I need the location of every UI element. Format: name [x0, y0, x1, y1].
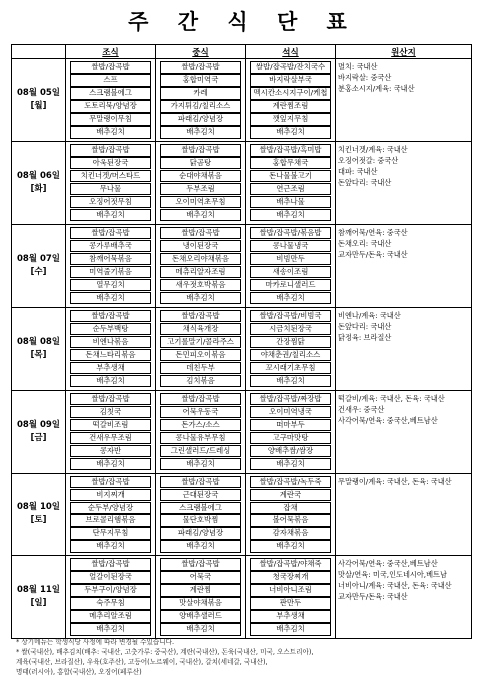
menu-item: 고구마맛탕 — [250, 432, 331, 445]
menu-item: 꼬시래기초무침 — [250, 362, 331, 375]
menu-item: 배추김치 — [70, 209, 151, 222]
menu-item: 건새우무조림 — [70, 432, 151, 445]
menu-item: 배추김치 — [160, 209, 241, 222]
day-date: 08월 09일 — [16, 419, 61, 430]
day-row — [12, 224, 472, 307]
menu-item: 파래김/양념장 — [160, 113, 241, 126]
lunch-cell — [156, 224, 246, 307]
menu-item: 쌀밥/잡곡밥 — [160, 476, 241, 489]
menu-item: 너비아니조림 — [250, 584, 331, 597]
menu-item: 배추김치 — [250, 375, 331, 388]
day-cell — [12, 556, 66, 639]
menu-item: 돈채오리야채볶음 — [160, 253, 241, 266]
menu-item: 배추김치 — [70, 623, 151, 636]
menu-item: 냉이된장국 — [160, 240, 241, 253]
menu-item: 닭곰탕 — [160, 157, 241, 170]
menu-item: 메추리알조림 — [70, 610, 151, 623]
menu-item: 고기롤말기/콜라주스 — [160, 336, 241, 349]
dinner-cell — [246, 556, 336, 639]
day-weekday: [금] — [30, 432, 47, 443]
lunch-cell — [156, 59, 246, 142]
day-weekday: [토] — [30, 515, 47, 526]
menu-item: 김치볶음 — [160, 375, 241, 388]
menu-item: 돈가스/소스 — [160, 419, 241, 432]
origin-line: 닭정육: 브라질산 — [338, 332, 392, 342]
weekly-menu-table — [11, 44, 472, 639]
origin-line: 교자만두/돈육: 국내산 — [338, 592, 408, 602]
day-date: 08월 05일 — [16, 87, 61, 98]
menu-item: 쌀밥/잡곡밥/짜장밥 — [250, 393, 331, 406]
menu-item: 맛살야채볶음 — [160, 597, 241, 610]
menu-item: 청국장찌개 — [250, 571, 331, 584]
menu-item: 홍합무채국 — [250, 157, 331, 170]
breakfast-cell — [66, 141, 156, 224]
breakfast-cell — [66, 59, 156, 142]
origin-line: 사각어묵/연육: 중국산,베트남산 — [338, 415, 438, 425]
breakfast-cell — [66, 556, 156, 639]
menu-item: 얼갈이된장국 — [70, 571, 151, 584]
menu-item: 쌀밥/잡곡밥/비빔국 — [250, 310, 331, 323]
day-date: 08월 08일 — [16, 336, 61, 347]
dinner-cell — [246, 307, 336, 390]
lunch-cell — [156, 141, 246, 224]
menu-item: 새송이조림 — [250, 266, 331, 279]
menu-item: 메츄리알자조림 — [160, 266, 241, 279]
menu-item: 돈나물불고기 — [250, 170, 331, 183]
day-date: 08월 10일 — [16, 502, 61, 513]
menu-item: 배추김치 — [70, 540, 151, 553]
day-date: 08월 06일 — [16, 170, 61, 181]
origin-cell — [336, 224, 472, 307]
dinner-cell — [246, 224, 336, 307]
day-weekday: [일] — [30, 598, 47, 609]
origin-line: 무말랭이/계육: 국내산, 돈육: 국내산 — [338, 476, 452, 486]
menu-item: 콩가루배추국 — [70, 240, 151, 253]
menu-item: 쌀밥/잡곡밥 — [70, 310, 151, 323]
menu-item: 두부구이/양념장 — [70, 584, 151, 597]
origin-line: 건새우: 중국산 — [338, 404, 385, 414]
menu-item: 순두부/양념장 — [70, 502, 151, 515]
origin-cell — [336, 307, 472, 390]
header-day — [12, 45, 66, 59]
menu-item: 양배추쌈/쌈장 — [250, 445, 331, 458]
menu-item: 쌀밥/잡곡밥/야채죽 — [250, 558, 331, 571]
menu-item: 배추김치 — [160, 458, 241, 471]
menu-item: 배추김치 — [250, 458, 331, 471]
menu-item: 순두부백탕 — [70, 323, 151, 336]
origin-line: 오징어젓갈: 중국산 — [338, 155, 399, 165]
menu-item: 배추김치 — [70, 126, 151, 139]
menu-item: 쌀밥/잡곡밥 — [70, 227, 151, 240]
menu-item: 배추김치 — [160, 292, 241, 305]
menu-item: 카레 — [160, 87, 241, 100]
day-row — [12, 59, 472, 142]
menu-item: 파래김/양념장 — [160, 527, 241, 540]
menu-item: 아욱된장국 — [70, 157, 151, 170]
lunch-cell — [156, 307, 246, 390]
menu-item: 판만두 — [250, 597, 331, 610]
menu-item: 멕시칸소시지구이/케첩 — [250, 87, 331, 100]
day-cell — [12, 307, 66, 390]
origin-line: 대파: 국내산 — [338, 166, 378, 176]
day-cell — [12, 473, 66, 556]
origin-line: 교자만두/돈육: 국내산 — [338, 249, 408, 259]
header-dinner: 석식 — [246, 45, 336, 59]
day-date: 08월 07일 — [16, 253, 61, 264]
origin-line: 떡갈비/계육: 국내산, 돈육: 국내산 — [338, 393, 445, 403]
menu-item: 비빔만두 — [250, 253, 331, 266]
menu-item: 단무지무침 — [70, 527, 151, 540]
menu-item: 돈채느타리볶음 — [70, 349, 151, 362]
footnote-line: * 쌀(국내산), 배추김치(배추: 국내산, 고춧가루: 중국산), 계란(국내산), 돈육(국내산, 미국, 오스트리아), — [16, 648, 314, 656]
origin-line: 돈앞다리: 국내산 — [338, 321, 392, 331]
origin-line: 치킨너겟/계육: 국내산 — [338, 144, 408, 154]
menu-item: 참깨어묵볶음 — [70, 253, 151, 266]
menu-item: 돈민피오이볶음 — [160, 349, 241, 362]
footnote — [16, 637, 476, 677]
menu-item: 배추김치 — [70, 292, 151, 305]
menu-item: 쌀밥/잡곡밥/볶음밥 — [250, 227, 331, 240]
day-row — [12, 473, 472, 556]
breakfast-cell — [66, 390, 156, 473]
menu-item: 배추김치 — [160, 623, 241, 636]
menu-item: 스크램블에그 — [160, 502, 241, 515]
menu-item: 콩나물냉국 — [250, 240, 331, 253]
footnote-line: 계육(국내산, 브라질산), 우육(호주산), 고등어(노르웨이, 국내산), 갈치(세네갈, 국내산), — [16, 658, 268, 666]
origin-line: 맛살/연육: 미국,인도네시아,베트남 — [338, 570, 447, 580]
menu-item: 어묵우동국 — [160, 406, 241, 419]
menu-item: 쌀밥/잡곡밥 — [70, 144, 151, 157]
dinner-cell — [246, 59, 336, 142]
menu-item: 배추김치 — [250, 623, 331, 636]
day-row — [12, 390, 472, 473]
menu-item: 도토리묵/양념장 — [70, 100, 151, 113]
origin-cell — [336, 390, 472, 473]
day-row — [12, 141, 472, 224]
lunch-cell — [156, 473, 246, 556]
menu-item: 부추생채 — [70, 362, 151, 375]
menu-item: 비엔나볶음 — [70, 336, 151, 349]
menu-item: 어묵국 — [160, 571, 241, 584]
menu-item: 잡채 — [250, 502, 331, 515]
menu-item: 배추김치 — [250, 126, 331, 139]
header-row — [12, 45, 472, 59]
menu-item: 배추김치 — [160, 126, 241, 139]
day-weekday: [월] — [30, 100, 47, 111]
menu-item: 그린샐러드/드레싱 — [160, 445, 241, 458]
dinner-cell — [246, 390, 336, 473]
day-cell — [12, 390, 66, 473]
footnote-line: * 상기메뉴는 학생식당 사정에 따라 변경될 수있습니다. — [16, 638, 175, 646]
menu-item: 배추김치 — [70, 375, 151, 388]
menu-item: 쌀밥/잡곡밥 — [160, 558, 241, 571]
menu-item: 두부조림 — [160, 183, 241, 196]
origin-line: 바지락살: 중국산 — [338, 73, 392, 82]
origin-cell — [336, 59, 472, 142]
menu-item: 떠마부두 — [250, 419, 331, 432]
menu-item: 무말랭이무침 — [70, 113, 151, 126]
menu-item: 새우젓호박볶음 — [160, 279, 241, 292]
menu-item: 배추김치 — [250, 292, 331, 305]
menu-item: 브로콜리햄볶음 — [70, 514, 151, 527]
menu-item: 쌀밥/잡곡밥 — [70, 61, 151, 74]
menu-item: 미역줄기볶음 — [70, 266, 151, 279]
breakfast-cell — [66, 224, 156, 307]
menu-item: 바지락살부국 — [250, 74, 331, 87]
menu-item: 마카로니샐러드 — [250, 279, 331, 292]
menu-item: 쌀밥/잡곡밥 — [160, 61, 241, 74]
menu-item: 연근조림 — [250, 183, 331, 196]
day-row — [12, 556, 472, 639]
dinner-cell — [246, 141, 336, 224]
menu-item: 쌀밥/잡곡밥/잔치국수 — [250, 61, 331, 74]
day-row — [12, 307, 472, 390]
origin-cell — [336, 473, 472, 556]
menu-item: 콩나물유부무침 — [160, 432, 241, 445]
page-title: 주 간 식 단 표 — [128, 10, 358, 34]
menu-item: 떡갈비조림 — [70, 419, 151, 432]
menu-item: 김칫국 — [70, 406, 151, 419]
menu-item: 채식육개장 — [160, 323, 241, 336]
menu-item: 오이미역초무침 — [160, 196, 241, 209]
menu-item: 계란국 — [250, 489, 331, 502]
menu-item: 오징어젓무침 — [70, 196, 151, 209]
header-breakfast: 조식 — [66, 45, 156, 59]
day-date: 08월 11일 — [16, 585, 61, 596]
menu-item: 근대된장국 — [160, 489, 241, 502]
menu-item: 쌀밥/잡곡밥 — [160, 393, 241, 406]
menu-item: 순대야채볶음 — [160, 170, 241, 183]
origin-cell — [336, 556, 472, 639]
menu-item: 물단호박찜 — [160, 514, 241, 527]
menu-item: 깻잎지무침 — [250, 113, 331, 126]
day-weekday: [화] — [30, 183, 47, 194]
menu-item: 스크램블에그 — [70, 87, 151, 100]
origin-cell — [336, 141, 472, 224]
menu-item: 양배추샐러드 — [160, 610, 241, 623]
menu-item: 볼어묵볶음 — [250, 514, 331, 527]
origin-line: 참깨어묵/연육: 중국산 — [338, 227, 408, 237]
menu-item: 감자채볶음 — [250, 527, 331, 540]
menu-item: 쌀밥/잡곡밥 — [70, 558, 151, 571]
menu-item: 치킨너겟/머스타드 — [70, 170, 151, 183]
breakfast-cell — [66, 307, 156, 390]
header-origin: 원산지 — [336, 45, 472, 59]
menu-item: 쌀밥/잡곡밥/녹두죽 — [250, 476, 331, 489]
menu-item: 쌀밥/잡곡밥/흑미밥 — [250, 144, 331, 157]
menu-item: 무나물 — [70, 183, 151, 196]
day-cell — [12, 141, 66, 224]
menu-item: 열무김치 — [70, 279, 151, 292]
menu-item: 계란찜 — [160, 584, 241, 597]
day-weekday: [목] — [30, 349, 47, 360]
day-weekday: [수] — [30, 266, 47, 277]
footnote-line: 명태(러시아), 홍합(국내산), 오징어(페루산) — [16, 668, 142, 676]
menu-item: 쌀밥/잡곡밥 — [70, 393, 151, 406]
origin-line: 사각어묵/연육: 중국산,베트남산 — [338, 559, 438, 569]
origin-line: 돈채오리: 국내산 — [338, 238, 392, 248]
menu-item: 홍합미역국 — [160, 74, 241, 87]
menu-item: 계란찜조림 — [250, 100, 331, 113]
menu-item: 쌀밥/잡곡밥 — [160, 310, 241, 323]
menu-item: 시금치된장국 — [250, 323, 331, 336]
lunch-cell — [156, 556, 246, 639]
menu-item: 배추나물 — [250, 196, 331, 209]
menu-item: 비지찌개 — [70, 489, 151, 502]
lunch-cell — [156, 390, 246, 473]
origin-line: 너비아니/계육: 국내산, 돈육: 국내산 — [338, 581, 452, 591]
breakfast-cell — [66, 473, 156, 556]
menu-item: 스프 — [70, 74, 151, 87]
menu-item: 쌀밥/잡곡밥 — [70, 476, 151, 489]
menu-item: 배추김치 — [250, 209, 331, 222]
origin-line: 분홍소시지/계육: 국내산 — [338, 84, 415, 93]
menu-item: 콩자반 — [70, 445, 151, 458]
menu-item: 부추생채 — [250, 610, 331, 623]
dinner-cell — [246, 473, 336, 556]
menu-item: 배추김치 — [250, 540, 331, 553]
menu-item: 숙주무침 — [70, 597, 151, 610]
menu-item: 야채춘권/칠리소스 — [250, 349, 331, 362]
header-lunch: 중식 — [156, 45, 246, 59]
day-cell — [12, 59, 66, 142]
menu-item: 배추김치 — [160, 540, 241, 553]
menu-item: 쌀밥/잡곡밥 — [160, 227, 241, 240]
day-cell — [12, 224, 66, 307]
menu-item: 배추김치 — [70, 458, 151, 471]
menu-item: 간장찜닭 — [250, 336, 331, 349]
menu-item: 데친두부 — [160, 362, 241, 375]
menu-item: 쌀밥/잡곡밥 — [160, 144, 241, 157]
menu-item: 가지튀김/칠리소스 — [160, 100, 241, 113]
origin-line: 멸치: 국내산 — [338, 62, 378, 71]
origin-line: 돈앞다리: 국내산 — [338, 177, 392, 187]
origin-line: 비엔나/계육: 국내산 — [338, 310, 401, 320]
menu-item: 오이미역냉국 — [250, 406, 331, 419]
